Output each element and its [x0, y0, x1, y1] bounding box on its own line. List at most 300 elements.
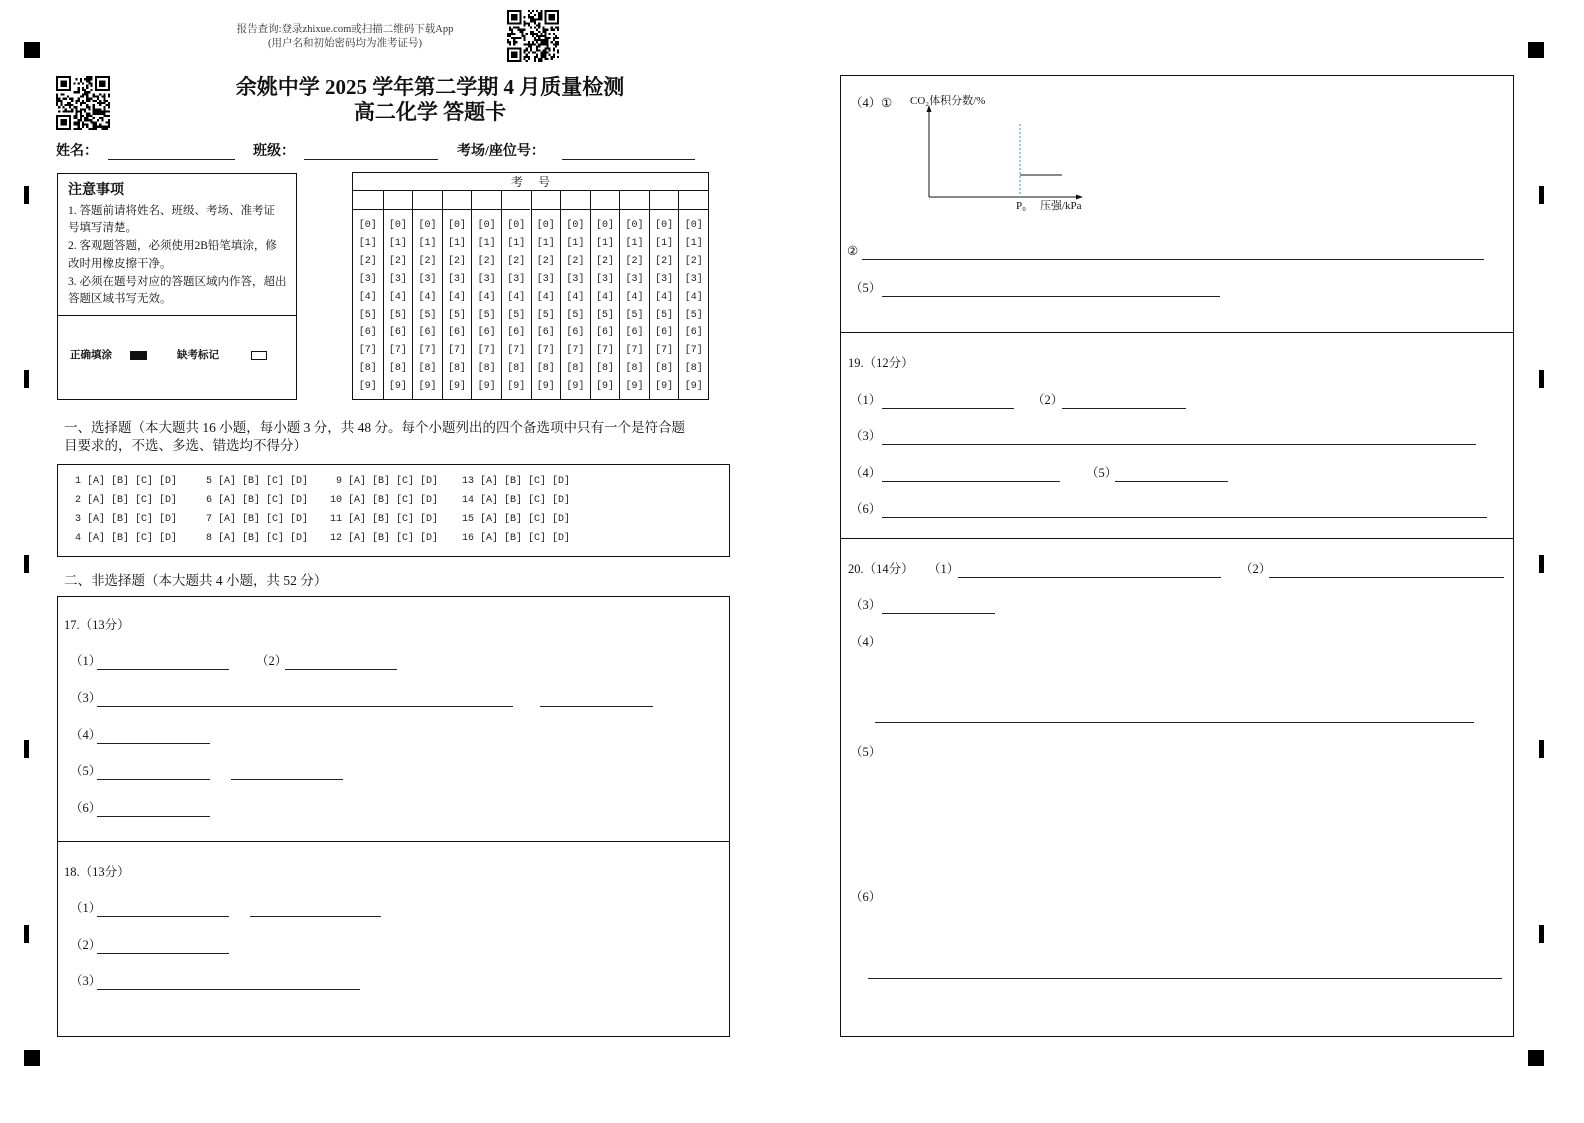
qr-code-icon: [56, 76, 110, 130]
exam-number-bubble[interactable]: [5]: [358, 309, 377, 321]
q18-2-answer-line[interactable]: [97, 939, 229, 954]
report-query-text: 报告查询:登录zhixue.com或扫描二维码下载App: [236, 24, 454, 35]
choice-question-row: [462, 496, 570, 506]
exam-number-bubble[interactable]: [2]: [566, 255, 585, 267]
exam-number-bubble[interactable]: [9]: [625, 381, 644, 393]
graph-p0-label: P₀: [1016, 200, 1026, 212]
exam-number-bubble[interactable]: [7]: [418, 345, 437, 357]
exam-number-bubble[interactable]: [9]: [388, 381, 407, 393]
exam-number-write-cell[interactable]: [650, 191, 679, 210]
exam-number-bubble[interactable]: [3]: [477, 273, 496, 285]
q7-option-bubble[interactable]: [C]: [266, 514, 285, 525]
q4-option-bubble[interactable]: [A]: [87, 533, 106, 544]
q18-4-2-answer-line[interactable]: [862, 245, 1484, 260]
exam-number-bubble[interactable]: [9]: [566, 381, 585, 393]
exam-number-bubble[interactable]: [9]: [507, 381, 526, 393]
graph-x-label: 压强/kPa: [1040, 200, 1082, 212]
q1-option-bubble[interactable]: [B]: [111, 476, 130, 487]
q19-part-label: （3）: [850, 429, 882, 443]
q18-graph-sketch[interactable]: [900, 90, 1100, 215]
exam-number-bubble[interactable]: [9]: [358, 381, 377, 393]
q14-option-bubble[interactable]: [B]: [504, 495, 523, 506]
q19-part-label: （5）: [1086, 466, 1118, 480]
exam-number-bubble[interactable]: [8]: [684, 363, 703, 375]
exam-number-bubble[interactable]: [8]: [388, 363, 407, 375]
exam-number-bubble[interactable]: [0]: [595, 220, 614, 231]
exam-number-bubble[interactable]: [6]: [625, 327, 644, 339]
choice-question-row: [330, 534, 438, 544]
corner-registration-mark: [1528, 42, 1544, 58]
exam-number-column: [531, 191, 561, 400]
exam-number-column: [560, 191, 590, 400]
exam-number-write-cell[interactable]: [591, 191, 620, 210]
notice-divider: [57, 315, 297, 316]
exam-number-bubble[interactable]: [1]: [655, 237, 674, 249]
q11-option-bubble[interactable]: [C]: [396, 514, 415, 525]
exam-number-bubble[interactable]: [9]: [595, 381, 614, 393]
exam-number-bubble[interactable]: [7]: [566, 345, 585, 357]
q20-4-answer-line[interactable]: [875, 708, 1474, 723]
exam-number-bubble[interactable]: [5]: [655, 309, 674, 321]
absent-mark-label: 缺考标记: [177, 350, 219, 361]
q19-6-answer-line[interactable]: [882, 503, 1487, 518]
exam-number-bubble[interactable]: [7]: [507, 345, 526, 357]
q9-option-bubble[interactable]: [B]: [372, 476, 391, 487]
q17-5-answer-line[interactable]: [97, 765, 210, 780]
exam-number-bubble[interactable]: [2]: [655, 255, 674, 267]
exam-number-bubble[interactable]: [7]: [358, 345, 377, 357]
choice-question-row: [462, 477, 570, 487]
q17-part-label: （1）: [70, 654, 102, 668]
q17-2-answer-line[interactable]: [285, 655, 397, 670]
q4-option-bubble[interactable]: [C]: [135, 533, 154, 544]
notice-line: 1. 答题前请将姓名、班级、考场、准考证: [68, 205, 275, 217]
q1-option-bubble[interactable]: [C]: [135, 476, 154, 487]
exam-number-bubble[interactable]: [1]: [477, 237, 496, 249]
exam-number-bubble[interactable]: [5]: [448, 309, 467, 321]
exam-number-bubble[interactable]: [4]: [566, 291, 585, 303]
question-number: 9: [335, 476, 342, 487]
exam-number-bubble[interactable]: [2]: [684, 255, 703, 267]
exam-number-bubble[interactable]: [8]: [448, 363, 467, 375]
timing-mark: [1539, 925, 1544, 943]
q1-option-bubble[interactable]: [D]: [159, 476, 178, 487]
exam-number-bubble[interactable]: [2]: [536, 255, 555, 267]
exam-number-bubble[interactable]: [7]: [477, 345, 496, 357]
q16-option-bubble[interactable]: [A]: [480, 533, 499, 544]
exam-number-write-cell[interactable]: [384, 191, 413, 210]
exam-number-bubble[interactable]: [6]: [448, 327, 467, 339]
exam-number-bubble[interactable]: [3]: [625, 273, 644, 285]
choice-question-row: [330, 496, 438, 506]
exam-number-bubble[interactable]: [3]: [595, 273, 614, 285]
exam-number-bubble[interactable]: [5]: [388, 309, 407, 321]
q13-option-bubble[interactable]: [C]: [528, 476, 547, 487]
exam-number-write-cell[interactable]: [413, 191, 442, 210]
exam-number-bubble[interactable]: [0]: [448, 220, 467, 231]
exam-number-bubble[interactable]: [1]: [595, 237, 614, 249]
q13-option-bubble[interactable]: [B]: [504, 476, 523, 487]
exam-number-bubble[interactable]: [8]: [358, 363, 377, 375]
q12-option-bubble[interactable]: [B]: [372, 533, 391, 544]
q5-option-bubble[interactable]: [C]: [266, 476, 285, 487]
exam-number-bubble[interactable]: [6]: [655, 327, 674, 339]
question-number: 8: [205, 533, 212, 544]
exam-number-bubble[interactable]: [4]: [655, 291, 674, 303]
exam-number-bubble[interactable]: [5]: [625, 309, 644, 321]
exam-number-write-cell[interactable]: [353, 191, 383, 210]
graph-y-label: CO₂体积分数/%: [910, 95, 986, 107]
exam-number-bubble[interactable]: [5]: [477, 309, 496, 321]
exam-number-write-cell[interactable]: [561, 191, 590, 210]
exam-number-bubble[interactable]: [3]: [507, 273, 526, 285]
question-number: 6: [205, 495, 212, 506]
q9-option-bubble[interactable]: [A]: [348, 476, 367, 487]
q15-option-bubble[interactable]: [B]: [504, 514, 523, 525]
exam-number-bubble[interactable]: [6]: [595, 327, 614, 339]
exam-number-bubble[interactable]: [8]: [536, 363, 555, 375]
q18-3-answer-line[interactable]: [97, 975, 360, 990]
exam-number-write-cell[interactable]: [620, 191, 649, 210]
exam-number-bubble[interactable]: [4]: [536, 291, 555, 303]
q20-part-label: （1）: [928, 562, 960, 576]
q9-option-bubble[interactable]: [D]: [420, 476, 439, 487]
exam-number-bubble[interactable]: [5]: [536, 309, 555, 321]
exam-number-write-cell[interactable]: [679, 191, 708, 210]
exam-number-bubble[interactable]: [6]: [566, 327, 585, 339]
question-number: 10: [330, 495, 343, 506]
exam-number-bubble[interactable]: [4]: [507, 291, 526, 303]
question-number: 16: [462, 533, 475, 544]
exam-number-box: [352, 172, 709, 400]
q19-4-answer-line[interactable]: [882, 467, 1060, 482]
absent-mark-box[interactable]: [251, 351, 267, 360]
timing-mark: [1539, 186, 1544, 204]
exam-number-bubble[interactable]: [5]: [684, 309, 703, 321]
exam-number-bubble[interactable]: [5]: [595, 309, 614, 321]
exam-number-bubble[interactable]: [0]: [625, 220, 644, 231]
exam-number-bubble[interactable]: [2]: [388, 255, 407, 267]
q15-option-bubble[interactable]: [C]: [528, 514, 547, 525]
exam-number-bubble[interactable]: [9]: [655, 381, 674, 393]
q2-option-bubble[interactable]: [D]: [159, 495, 178, 506]
q17-5-answer-line-b[interactable]: [231, 765, 343, 780]
q15-option-bubble[interactable]: [A]: [480, 514, 499, 525]
seat-field[interactable]: [562, 145, 695, 160]
exam-number-bubble[interactable]: [8]: [625, 363, 644, 375]
q17-part-label: （6）: [70, 801, 102, 815]
q17-part-label: （2）: [256, 654, 288, 668]
q20-title: 20.（14分）: [848, 562, 914, 576]
choice-question-row: [69, 496, 177, 506]
exam-number-bubble[interactable]: [2]: [595, 255, 614, 267]
exam-number-write-cell[interactable]: [532, 191, 561, 210]
q20-3-answer-line[interactable]: [882, 599, 995, 614]
exam-number-bubble[interactable]: [9]: [448, 381, 467, 393]
q17-1-answer-line[interactable]: [97, 655, 229, 670]
exam-number-bubble[interactable]: [9]: [536, 381, 555, 393]
q6-option-bubble[interactable]: [A]: [218, 495, 237, 506]
exam-number-bubble[interactable]: [6]: [684, 327, 703, 339]
q17-title: 17.（13分）: [64, 618, 130, 632]
q8-option-bubble[interactable]: [A]: [218, 533, 237, 544]
exam-number-bubble[interactable]: [8]: [507, 363, 526, 375]
q5-option-bubble[interactable]: [B]: [242, 476, 261, 487]
exam-number-bubble[interactable]: [6]: [507, 327, 526, 339]
q3-option-bubble[interactable]: [D]: [159, 514, 178, 525]
exam-number-bubble[interactable]: [7]: [388, 345, 407, 357]
class-field[interactable]: [304, 145, 438, 160]
exam-number-bubble[interactable]: [3]: [358, 273, 377, 285]
exam-number-bubble[interactable]: [1]: [684, 237, 703, 249]
q18-5-answer-line[interactable]: [882, 282, 1220, 297]
q18-4-sub-label: ①: [881, 96, 893, 110]
q14-option-bubble[interactable]: [A]: [480, 495, 499, 506]
exam-number-bubble[interactable]: [5]: [566, 309, 585, 321]
q8-option-bubble[interactable]: [C]: [266, 533, 285, 544]
q10-option-bubble[interactable]: [C]: [396, 495, 415, 506]
q16-option-bubble[interactable]: [D]: [552, 533, 571, 544]
notice-line: 3. 必须在题号对应的答题区域内作答，超出: [68, 276, 287, 288]
exam-number-bubble[interactable]: [2]: [448, 255, 467, 267]
q10-option-bubble[interactable]: [B]: [372, 495, 391, 506]
question-number: 4: [74, 533, 81, 544]
q19-2-answer-line[interactable]: [1062, 394, 1186, 409]
corner-registration-mark: [1528, 1050, 1544, 1066]
q1-option-bubble[interactable]: [A]: [87, 476, 106, 487]
q20-part-label: （6）: [850, 890, 882, 904]
exam-number-column: [678, 191, 708, 400]
q14-option-bubble[interactable]: [C]: [528, 495, 547, 506]
q20-5-answer-area[interactable]: [875, 762, 1495, 877]
q12-option-bubble[interactable]: [A]: [348, 533, 367, 544]
q17-4-answer-line[interactable]: [97, 729, 210, 744]
q2-option-bubble[interactable]: [C]: [135, 495, 154, 506]
q17-3-answer-line[interactable]: [97, 692, 513, 707]
q14-option-bubble[interactable]: [D]: [552, 495, 571, 506]
q8-option-bubble[interactable]: [B]: [242, 533, 261, 544]
section2-heading: 二、非选择题（本大题共 4 小题，共 52 分）: [64, 573, 328, 588]
q11-option-bubble[interactable]: [D]: [420, 514, 439, 525]
question-number: 14: [462, 495, 475, 506]
exam-number-bubble[interactable]: [1]: [418, 237, 437, 249]
exam-number-bubble[interactable]: [1]: [536, 237, 555, 249]
q13-option-bubble[interactable]: [D]: [552, 476, 571, 487]
exam-number-bubble[interactable]: [3]: [684, 273, 703, 285]
exam-number-bubble[interactable]: [8]: [566, 363, 585, 375]
q12-option-bubble[interactable]: [D]: [420, 533, 439, 544]
q20-1-answer-line[interactable]: [958, 563, 1221, 578]
q17-6-answer-line[interactable]: [97, 802, 210, 817]
exam-number-bubble[interactable]: [5]: [418, 309, 437, 321]
exam-number-bubble[interactable]: [7]: [625, 345, 644, 357]
q20-6-answer-line[interactable]: [868, 964, 1502, 979]
q2-option-bubble[interactable]: [A]: [87, 495, 106, 506]
timing-mark: [24, 555, 29, 573]
q7-option-bubble[interactable]: [D]: [290, 514, 309, 525]
exam-number-bubble[interactable]: [1]: [507, 237, 526, 249]
exam-number-bubble[interactable]: [3]: [536, 273, 555, 285]
timing-mark: [1539, 555, 1544, 573]
q13-option-bubble[interactable]: [A]: [480, 476, 499, 487]
question-number: 7: [205, 514, 212, 525]
exam-number-bubble[interactable]: [3]: [448, 273, 467, 285]
exam-number-bubble[interactable]: [9]: [684, 381, 703, 393]
q11-option-bubble[interactable]: [B]: [372, 514, 391, 525]
exam-number-column: [353, 191, 383, 400]
q10-option-bubble[interactable]: [A]: [348, 495, 367, 506]
q18-part-label: （4）: [850, 96, 882, 110]
exam-number-bubble[interactable]: [2]: [625, 255, 644, 267]
exam-number-column: [471, 191, 501, 400]
timing-mark: [24, 925, 29, 943]
exam-number-bubble[interactable]: [8]: [595, 363, 614, 375]
choice-question-row: [69, 534, 177, 544]
exam-number-bubble[interactable]: [3]: [418, 273, 437, 285]
q17-part-label: （3）: [70, 691, 102, 705]
q2-option-bubble[interactable]: [B]: [111, 495, 130, 506]
q6-option-bubble[interactable]: [D]: [290, 495, 309, 506]
exam-number-bubble[interactable]: [0]: [536, 220, 555, 231]
question-number: 11: [330, 514, 343, 525]
q18-1-answer-line[interactable]: [97, 902, 229, 917]
right-answer-box: [840, 75, 1514, 1037]
exam-number-bubble[interactable]: [0]: [358, 220, 377, 231]
exam-number-bubble[interactable]: [8]: [477, 363, 496, 375]
exam-number-bubble[interactable]: [1]: [448, 237, 467, 249]
q10-option-bubble[interactable]: [D]: [420, 495, 439, 506]
exam-number-bubble[interactable]: [6]: [358, 327, 377, 339]
exam-number-bubble[interactable]: [2]: [418, 255, 437, 267]
exam-number-bubble[interactable]: [9]: [477, 381, 496, 393]
exam-number-column: [442, 191, 472, 400]
choice-question-row: [69, 515, 177, 525]
exam-number-bubble[interactable]: [4]: [358, 291, 377, 303]
choice-question-row: [200, 477, 308, 487]
exam-number-bubble[interactable]: [0]: [684, 220, 703, 231]
exam-number-bubble[interactable]: [1]: [566, 237, 585, 249]
exam-number-bubble[interactable]: [1]: [358, 237, 377, 249]
notice-title: 注意事项: [68, 183, 124, 198]
exam-number-bubble[interactable]: [8]: [418, 363, 437, 375]
exam-number-bubble[interactable]: [6]: [388, 327, 407, 339]
exam-number-column: [649, 191, 679, 400]
exam-number-bubble[interactable]: [7]: [448, 345, 467, 357]
exam-number-bubble[interactable]: [4]: [388, 291, 407, 303]
q19-5-answer-line[interactable]: [1115, 467, 1228, 482]
exam-number-bubble[interactable]: [2]: [507, 255, 526, 267]
exam-number-bubble[interactable]: [4]: [684, 291, 703, 303]
q12-option-bubble[interactable]: [C]: [396, 533, 415, 544]
exam-number-write-cell[interactable]: [472, 191, 501, 210]
q8-option-bubble[interactable]: [D]: [290, 533, 309, 544]
q18-1-answer-line-b[interactable]: [250, 902, 381, 917]
exam-number-bubble[interactable]: [6]: [418, 327, 437, 339]
exam-number-bubble[interactable]: [2]: [477, 255, 496, 267]
q9-option-bubble[interactable]: [C]: [396, 476, 415, 487]
choice-question-row: [200, 496, 308, 506]
q4-option-bubble[interactable]: [B]: [111, 533, 130, 544]
q19-part-label: （1）: [850, 393, 882, 407]
q17-part-label: （4）: [70, 728, 102, 742]
q4-option-bubble[interactable]: [D]: [159, 533, 178, 544]
exam-number-write-cell[interactable]: [502, 191, 531, 210]
q19-3-answer-line[interactable]: [882, 430, 1476, 445]
q5-option-bubble[interactable]: [A]: [218, 476, 237, 487]
exam-number-bubble[interactable]: [5]: [507, 309, 526, 321]
exam-number-write-cell[interactable]: [443, 191, 472, 210]
q19-part-label: （4）: [850, 466, 882, 480]
question-number: 13: [462, 476, 475, 487]
exam-number-bubble[interactable]: [0]: [566, 220, 585, 231]
q19-1-answer-line[interactable]: [882, 394, 1014, 409]
exam-number-bubble[interactable]: [0]: [655, 220, 674, 231]
exam-number-bubble[interactable]: [0]: [418, 220, 437, 231]
q17-3-answer-line-b[interactable]: [540, 692, 653, 707]
correct-fill-label: 正确填涂: [70, 350, 112, 361]
exam-number-bubble[interactable]: [4]: [477, 291, 496, 303]
exam-number-bubble[interactable]: [2]: [358, 255, 377, 267]
exam-number-bubble[interactable]: [4]: [595, 291, 614, 303]
q16-option-bubble[interactable]: [B]: [504, 533, 523, 544]
exam-number-bubble[interactable]: [4]: [418, 291, 437, 303]
exam-number-bubble[interactable]: [3]: [655, 273, 674, 285]
exam-number-bubble[interactable]: [6]: [477, 327, 496, 339]
exam-number-bubble[interactable]: [3]: [566, 273, 585, 285]
q7-option-bubble[interactable]: [A]: [218, 514, 237, 525]
q5-option-bubble[interactable]: [D]: [290, 476, 309, 487]
exam-number-bubble[interactable]: [7]: [595, 345, 614, 357]
timing-mark: [1539, 370, 1544, 388]
exam-number-bubble[interactable]: [7]: [684, 345, 703, 357]
exam-number-bubble[interactable]: [7]: [655, 345, 674, 357]
exam-number-bubble[interactable]: [1]: [388, 237, 407, 249]
name-label: 姓名：: [56, 144, 98, 159]
q7-option-bubble[interactable]: [B]: [242, 514, 261, 525]
q20-2-answer-line[interactable]: [1269, 563, 1504, 578]
q18-part-label: （1）: [70, 901, 102, 915]
q3-option-bubble[interactable]: [B]: [111, 514, 130, 525]
q15-option-bubble[interactable]: [D]: [552, 514, 571, 525]
exam-number-bubble[interactable]: [0]: [388, 220, 407, 231]
exam-number-bubble[interactable]: [0]: [477, 220, 496, 231]
choice-question-row: [330, 515, 438, 525]
exam-number-bubble[interactable]: [3]: [388, 273, 407, 285]
q3-option-bubble[interactable]: [A]: [87, 514, 106, 525]
card-subtitle: 高二化学 答题卡: [353, 100, 507, 124]
exam-number-bubble[interactable]: [8]: [655, 363, 674, 375]
q3-option-bubble[interactable]: [C]: [135, 514, 154, 525]
section1-heading-cont: 目要求的，不选、多选、错选均不得分）: [64, 438, 307, 453]
q18-title: 18.（13分）: [64, 865, 130, 879]
section1-heading: 一、选择题（本大题共 16 小题，每小题 3 分，共 48 分。每个小题列出的四个备选项中只有一个是符合题: [64, 420, 685, 435]
q6-option-bubble[interactable]: [C]: [266, 495, 285, 506]
q19-part-label: （6）: [850, 502, 882, 516]
notice-line: 答题区域书写无效。: [68, 293, 172, 305]
exam-number-bubble[interactable]: [7]: [536, 345, 555, 357]
exam-number-bubble[interactable]: [9]: [418, 381, 437, 393]
q11-option-bubble[interactable]: [A]: [348, 514, 367, 525]
exam-number-bubble[interactable]: [6]: [536, 327, 555, 339]
seat-label: 考场/座位号：: [457, 144, 545, 159]
exam-number-bubble[interactable]: [4]: [625, 291, 644, 303]
exam-number-bubble[interactable]: [1]: [625, 237, 644, 249]
exam-number-bubble[interactable]: [0]: [507, 220, 526, 231]
q16-option-bubble[interactable]: [C]: [528, 533, 547, 544]
name-field[interactable]: [108, 145, 235, 160]
exam-number-bubble[interactable]: [4]: [448, 291, 467, 303]
q6-option-bubble[interactable]: [B]: [242, 495, 261, 506]
